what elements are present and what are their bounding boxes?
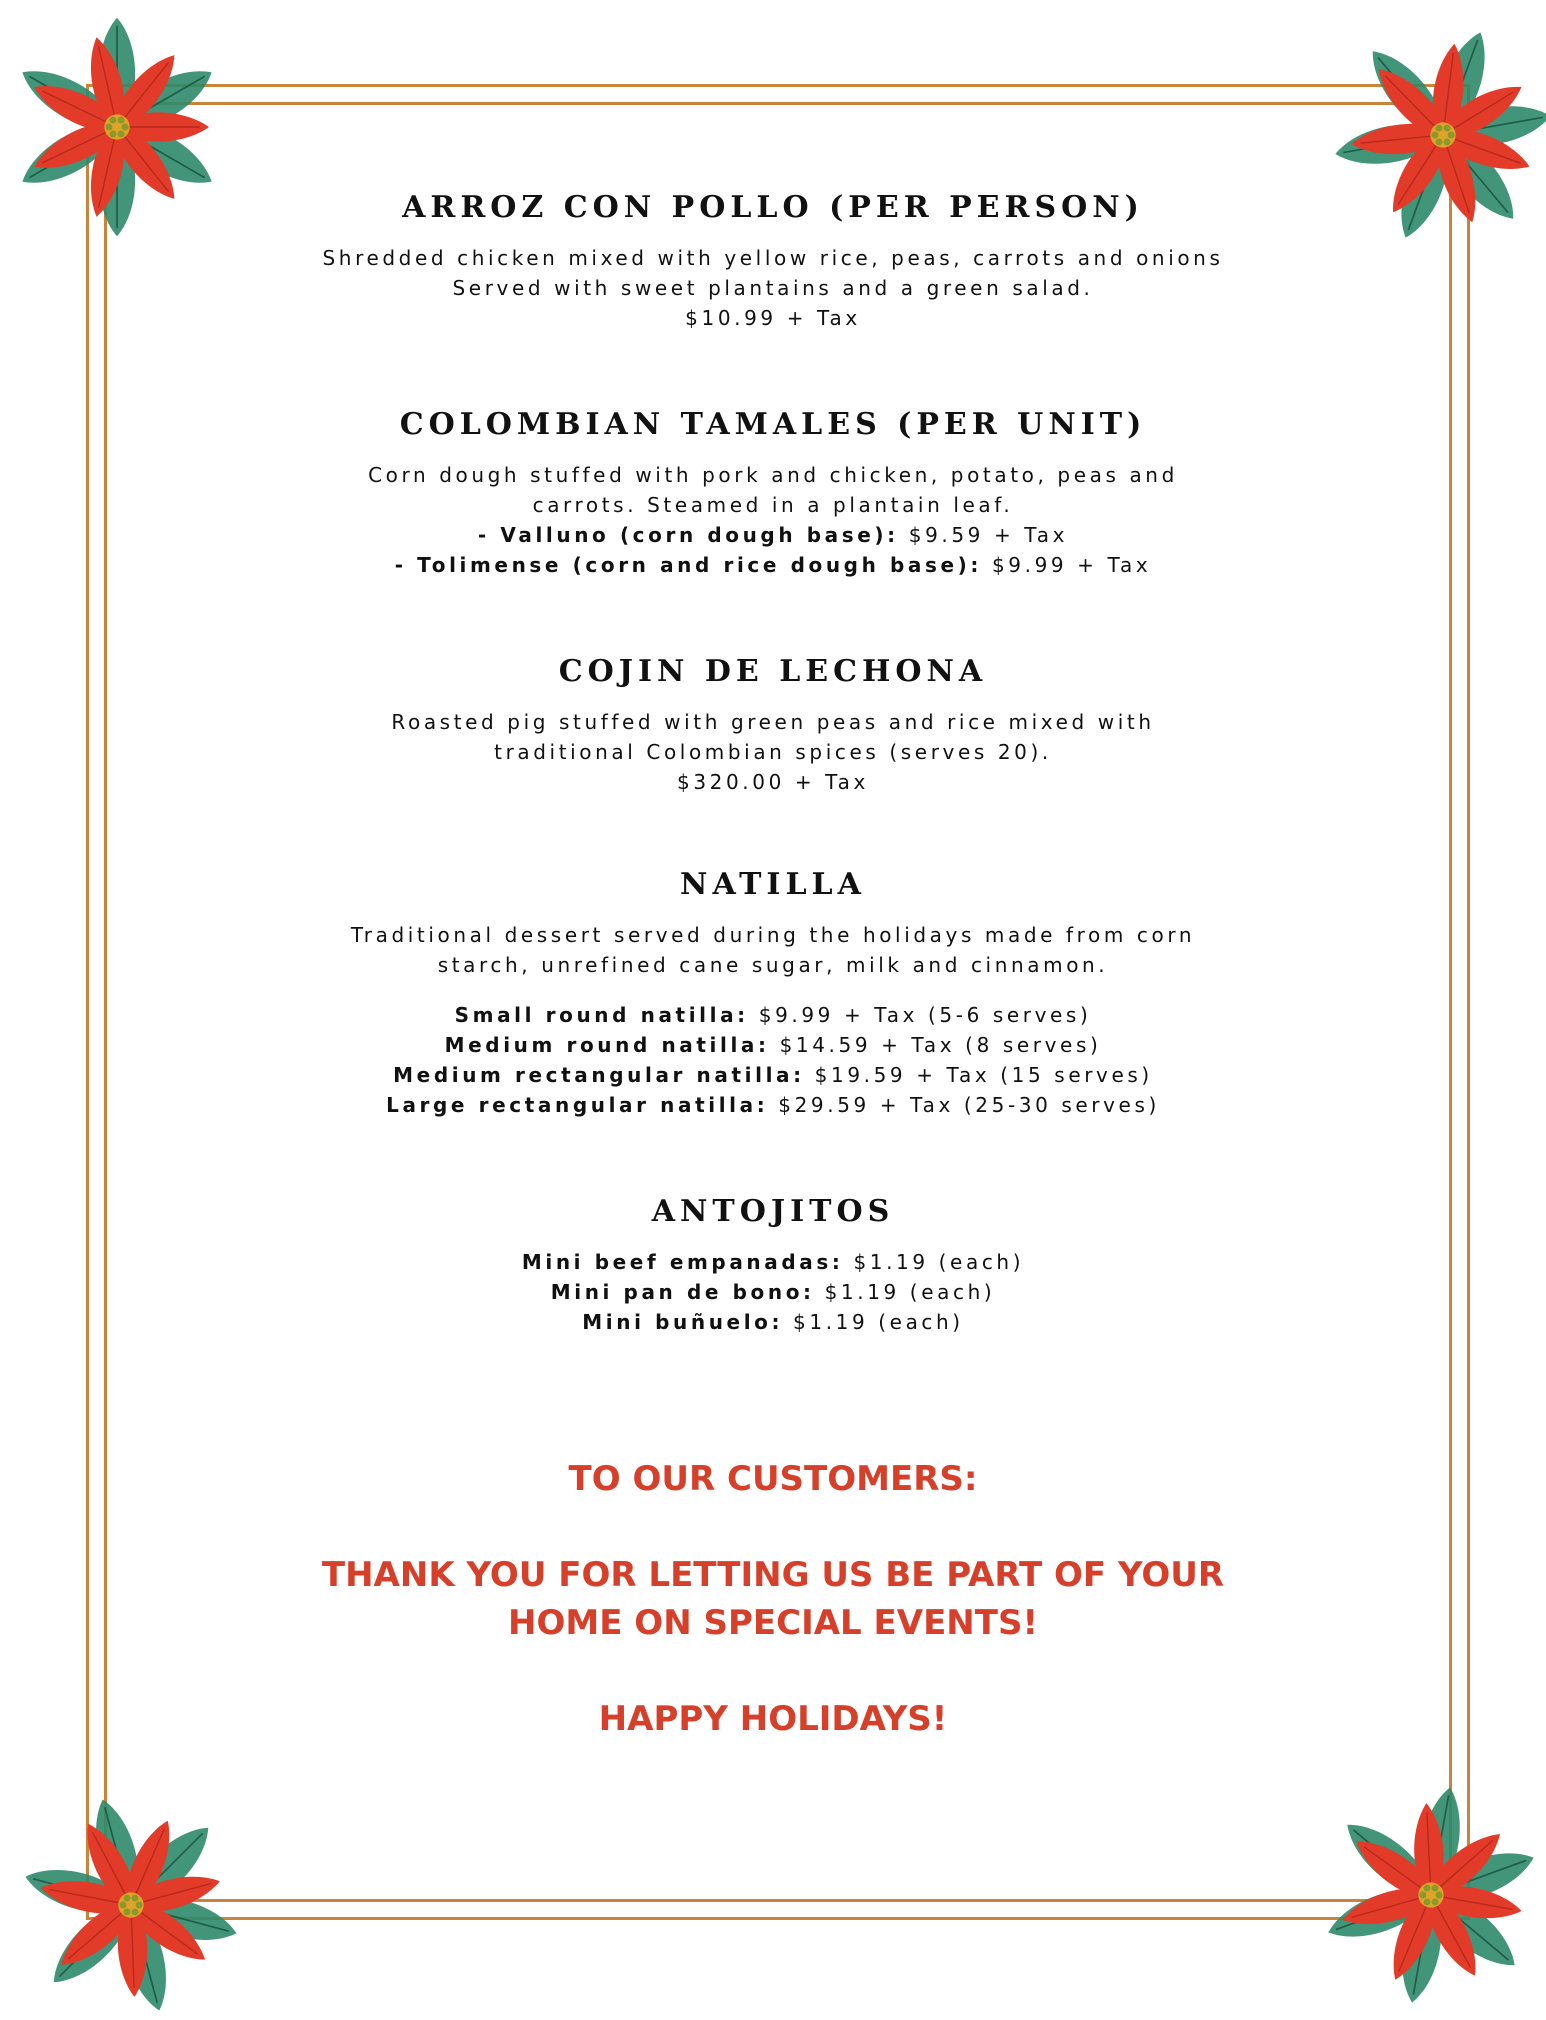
item-label: - Valluno (corn dough base): bbox=[477, 523, 899, 547]
section-title: ARROZ CON POLLO (PER PERSON) bbox=[402, 190, 1144, 225]
description-line: Shredded chicken mixed with yellow rice, peas, carrots and onions bbox=[322, 246, 1224, 270]
item-label: Mini buñuelo: bbox=[582, 1310, 784, 1334]
item-price: $29.59 + Tax (25-30 serves) bbox=[768, 1093, 1160, 1117]
price: $10.99 + Tax bbox=[685, 306, 861, 330]
closing-line: THANK YOU FOR LETTING US BE PART OF YOUR bbox=[321, 1555, 1225, 1595]
item-price: $9.59 + Tax bbox=[898, 523, 1069, 547]
closing-heading: TO OUR CUSTOMERS: bbox=[568, 1459, 978, 1499]
menu-section-cojin-de-lechona bbox=[220, 654, 1326, 797]
item-price: $14.59 + Tax (8 serves) bbox=[769, 1033, 1102, 1057]
item-label: Small round natilla: bbox=[454, 1003, 749, 1027]
menu-section-natilla bbox=[220, 867, 1326, 1120]
menu-section-antojitos bbox=[220, 1194, 1326, 1337]
poinsettia-icon bbox=[1328, 20, 1546, 250]
description-line: Corn dough stuffed with pork and chicken, potato, peas and bbox=[368, 463, 1178, 487]
description-line: carrots. Steamed in a plantain leaf. bbox=[532, 493, 1014, 517]
closing-line: HOME ON SPECIAL EVENTS! bbox=[508, 1603, 1038, 1643]
menu-section-colombian-tamales bbox=[220, 407, 1326, 580]
price: $320.00 + Tax bbox=[677, 770, 869, 794]
menu-content bbox=[220, 190, 1326, 1337]
closing-message bbox=[220, 1455, 1326, 1743]
item-price: $9.99 + Tax (5-6 serves) bbox=[748, 1003, 1092, 1027]
price-item bbox=[220, 1030, 1326, 1060]
item-label: Mini pan de bono: bbox=[550, 1280, 815, 1304]
price-item bbox=[220, 1277, 1326, 1307]
section-title: ANTOJITOS bbox=[651, 1194, 895, 1229]
description-line: starch, unrefined cane sugar, milk and cinnamon. bbox=[437, 953, 1109, 977]
item-price: $9.99 + Tax bbox=[982, 553, 1152, 577]
poinsettia-icon bbox=[2, 12, 232, 242]
section-title: COJIN DE LECHONA bbox=[558, 654, 988, 689]
menu-section-arroz-con-pollo bbox=[220, 190, 1326, 333]
item-label: Medium rectangular natilla: bbox=[393, 1063, 805, 1087]
description-line: traditional Colombian spices (serves 20). bbox=[494, 740, 1052, 764]
section-title: COLOMBIAN TAMALES (PER UNIT) bbox=[399, 407, 1147, 442]
price-item bbox=[220, 550, 1326, 580]
description-line: Roasted pig stuffed with green peas and rice mixed with bbox=[391, 710, 1155, 734]
poinsettia-icon bbox=[1316, 1780, 1546, 2010]
price-item bbox=[220, 1090, 1326, 1120]
item-price: $1.19 (each) bbox=[814, 1280, 996, 1304]
poinsettia-icon bbox=[16, 1790, 246, 2020]
description-line: Traditional dessert served during the holidays made from corn bbox=[350, 923, 1196, 947]
price-item bbox=[220, 1247, 1326, 1277]
item-label: - Tolimense (corn and rice dough base): bbox=[394, 553, 983, 577]
price-item bbox=[220, 1000, 1326, 1030]
price-item bbox=[220, 1307, 1326, 1337]
price-item bbox=[220, 1060, 1326, 1090]
closing-greeting: HAPPY HOLIDAYS! bbox=[598, 1699, 948, 1739]
item-price: $19.59 + Tax (15 serves) bbox=[804, 1063, 1153, 1087]
item-label: Mini beef empanadas: bbox=[521, 1250, 844, 1274]
item-label: Large rectangular natilla: bbox=[386, 1093, 769, 1117]
description-line: Served with sweet plantains and a green salad. bbox=[452, 276, 1094, 300]
section-title: NATILLA bbox=[680, 867, 866, 902]
price-item bbox=[220, 520, 1326, 550]
item-price: $1.19 (each) bbox=[783, 1310, 964, 1334]
item-label: Medium round natilla: bbox=[444, 1033, 770, 1057]
item-price: $1.19 (each) bbox=[843, 1250, 1025, 1274]
